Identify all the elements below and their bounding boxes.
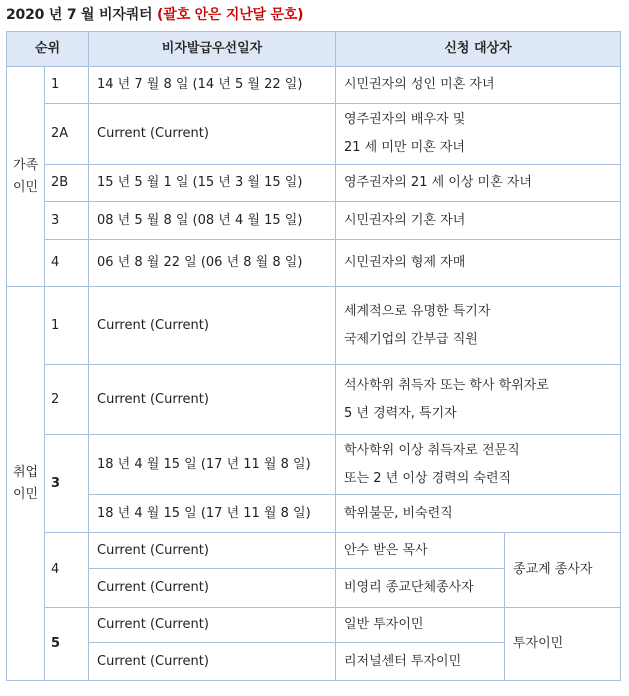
target-cell: 석사학위 취득자 또는 학사 학위자로 5 년 경력자, 특기자: [336, 365, 621, 435]
table-row: [7, 165, 621, 202]
rank-cell: 5: [45, 608, 89, 681]
target-cell: 영주권자의 21 세 이상 미혼 자녀: [336, 165, 621, 202]
target-cell: 시민권자의 기혼 자녀: [336, 202, 621, 240]
rank-cell: 2: [45, 365, 89, 435]
date-cell: 18 년 4 월 15 일 (17 년 11 월 8 일): [89, 495, 336, 533]
date-cell: Current (Current): [89, 365, 336, 435]
target-cell: 비영리 종교단체종사자: [336, 569, 505, 608]
table-row: [7, 104, 621, 165]
date-cell: Current (Current): [89, 287, 336, 365]
table-header-row: [7, 32, 621, 67]
date-cell: 18 년 4 월 15 일 (17 년 11 월 8 일): [89, 435, 336, 495]
table-row: [7, 67, 621, 104]
date-cell: Current (Current): [89, 533, 336, 569]
rank-cell: 4: [45, 240, 89, 287]
table-row: [7, 287, 621, 365]
rank-cell: 3: [45, 435, 89, 533]
title-note: (괄호 안은 지난달 문호): [157, 7, 304, 23]
rank-cell: 1: [45, 287, 89, 365]
target-cell: 시민권자의 형제 자매: [336, 240, 621, 287]
target-cell: 영주권자의 배우자 및 21 세 미만 미혼 자녀: [336, 104, 621, 165]
table-row: [7, 435, 621, 495]
table-row: [7, 608, 621, 643]
date-cell: 15 년 5 월 1 일 (15 년 3 월 15 일): [89, 165, 336, 202]
title-main: 2020 년 7 월 비자쿼터: [6, 7, 153, 23]
header-target: 신청 대상자: [336, 32, 621, 67]
header-rank: 순위: [7, 32, 89, 67]
date-cell: 08 년 5 월 8 일 (08 년 4 월 15 일): [89, 202, 336, 240]
date-cell: Current (Current): [89, 569, 336, 608]
target-cell: 시민권자의 성인 미혼 자녀: [336, 67, 621, 104]
rank-cell: 2B: [45, 165, 89, 202]
table-row: [7, 495, 621, 533]
header-date: 비자발급우선일자: [89, 32, 336, 67]
group-cell: 투자이민: [505, 608, 621, 681]
visa-bulletin-table: [6, 31, 621, 681]
rank-cell: 3: [45, 202, 89, 240]
category-employment: 취업 이민: [7, 287, 45, 681]
rank-cell: 4: [45, 533, 89, 608]
group-cell: 종교계 종사자: [505, 533, 621, 608]
target-cell: 안수 받은 목사: [336, 533, 505, 569]
date-cell: 14 년 7 월 8 일 (14 년 5 월 22 일): [89, 67, 336, 104]
table-row: [7, 202, 621, 240]
table-row: [7, 533, 621, 569]
date-cell: Current (Current): [89, 608, 336, 643]
target-cell: 일반 투자이민: [336, 608, 505, 643]
date-cell: Current (Current): [89, 643, 336, 681]
date-cell: 06 년 8 월 22 일 (06 년 8 월 8 일): [89, 240, 336, 287]
page-title: [6, 4, 303, 24]
table-row: [7, 365, 621, 435]
category-family: 가족 이민: [7, 67, 45, 287]
date-cell: Current (Current): [89, 104, 336, 165]
table-row: [7, 240, 621, 287]
target-cell: 리저널센터 투자이민: [336, 643, 505, 681]
rank-cell: 2A: [45, 104, 89, 165]
rank-cell: 1: [45, 67, 89, 104]
target-cell: 세계적으로 유명한 특기자 국제기업의 간부급 직원: [336, 287, 621, 365]
target-cell: 학위불문, 비숙련직: [336, 495, 621, 533]
target-cell: 학사학위 이상 취득자로 전문직 또는 2 년 이상 경력의 숙련직: [336, 435, 621, 495]
